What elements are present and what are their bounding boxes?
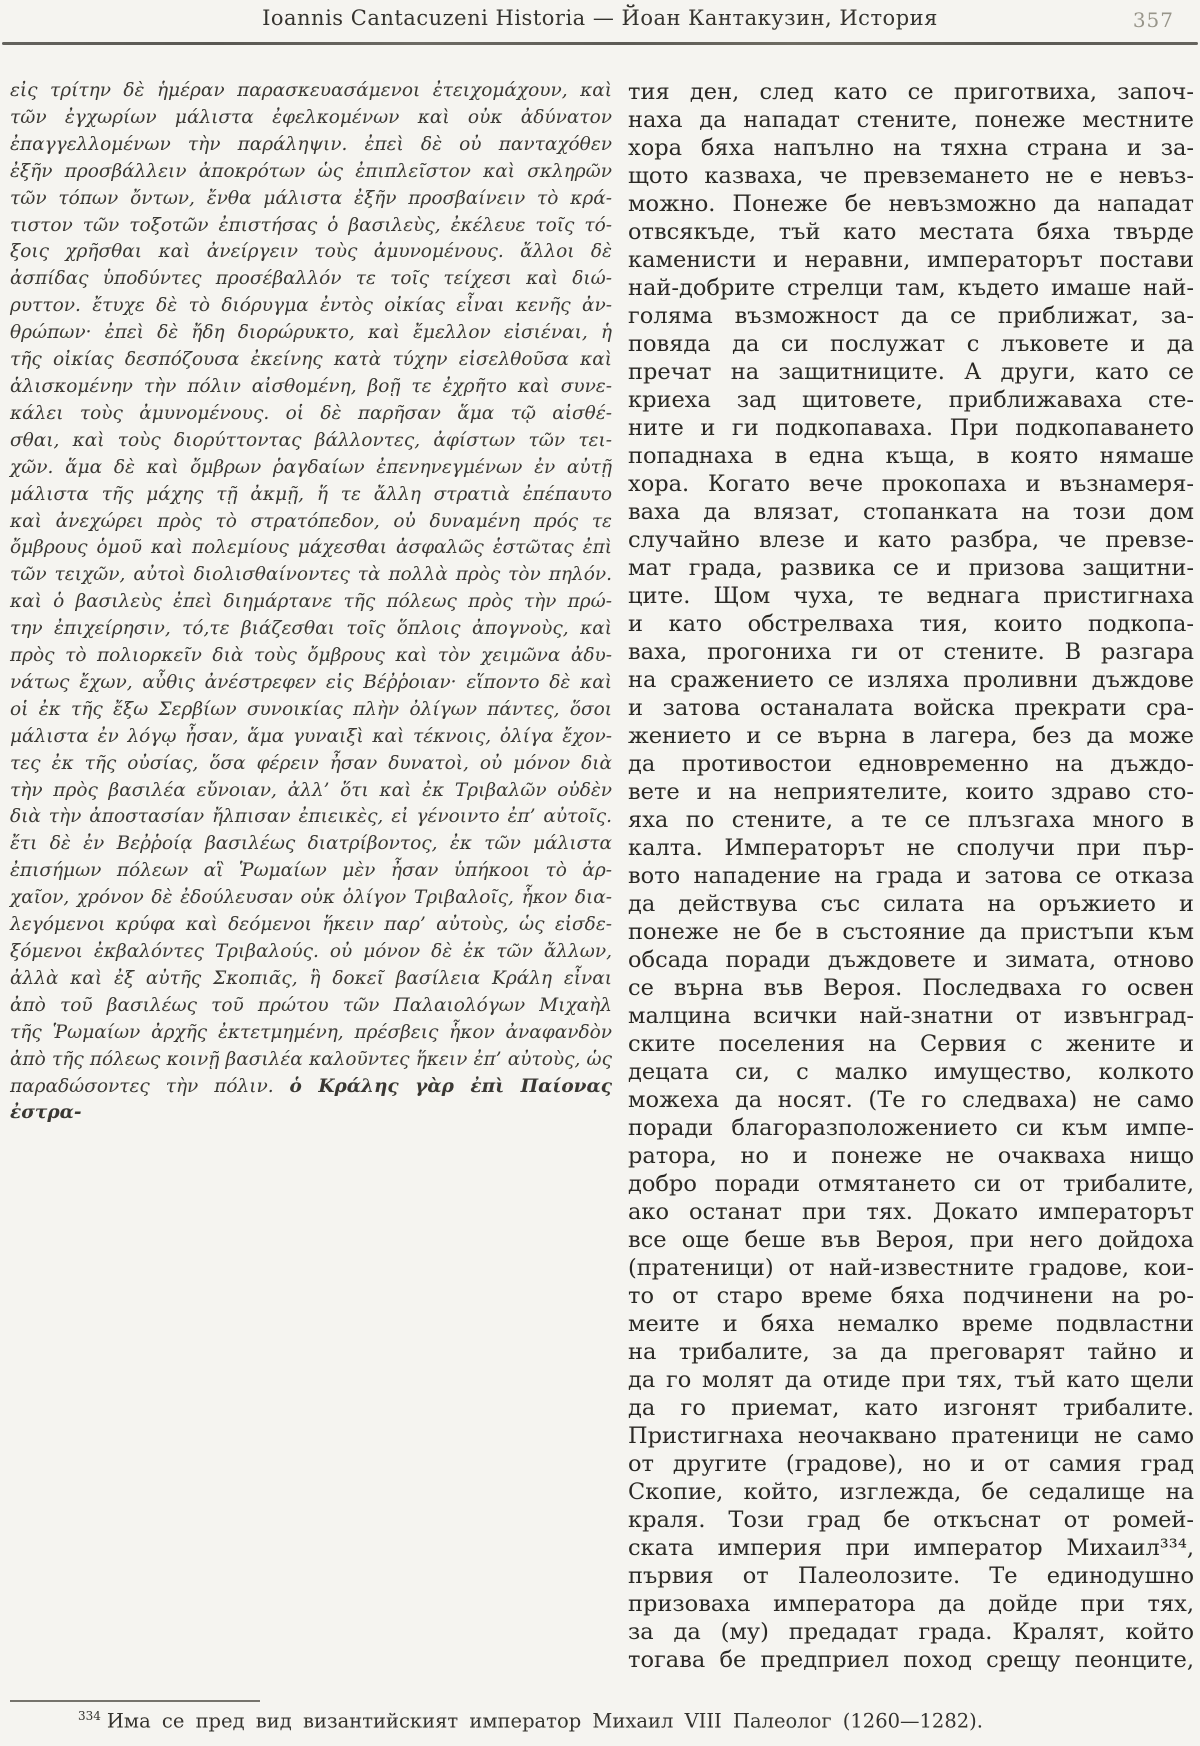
text-line: ἀλλὰ καὶ ἐξ αὐτῆς Σκοπιᾶς, ἣ δοκεῖ βασίλεια Κράλη εἶναι [10, 967, 612, 989]
greek-final-line-bold: ὁ Κράλης γὰρ ἐπὶ Παίονας ἐστρα- [10, 1075, 612, 1124]
two-column-text [0, 45, 1200, 1674]
text-line: се върна във Вероя. Последваха го освен [628, 975, 1194, 1001]
text-line: наха да нападат стените, понеже местните [628, 107, 1194, 133]
page-number: 357 [1132, 8, 1174, 32]
text-line: ските поселения на Сервия с жените и [628, 1031, 1194, 1057]
text-line: θρώπων· ἐπεὶ δὲ ἤδη διορώρυκτο, καὶ ἔμελλον εἰσιέναι, ἡ [10, 322, 612, 344]
footnote-text: Има се пред вид византийският император Михаил VIII Палеолог (1260—1282). [106, 1709, 983, 1733]
text-line: краля. Този град бе откъснат от ромей- [628, 1507, 1194, 1533]
text-line: на трибалите, за да преговарят тайно и [628, 1339, 1194, 1365]
text-line: призоваха императора да дойде при тях, [628, 1591, 1194, 1617]
text-line: τῶν τειχῶν, αὐτοὶ διολισθαίνοντες τὰ πολλὰ πρὸς τὸν πηλόν. [10, 564, 612, 586]
text-line: μάλιστα τῆς μάχης τῇ ἀκμῇ, ἥ τε ἄλλη στρατιὰ ἐπέπαυτο [10, 483, 612, 505]
text-line: понеже не бе в състояние да пристъпи към [628, 919, 1194, 945]
text-line: ἐπισήμων πόλεων αἳ Ῥωμαίων μὲν ἦσαν ὑπήκοοι τὸ ἀρ- [10, 860, 612, 882]
text-line: да действува със силата на оръжието и [628, 891, 1194, 917]
footnote-rule [10, 1700, 260, 1702]
text-line: можеха да носят. (Те го следваха) не само [628, 1087, 1194, 1113]
text-line: поради благоразположението си към импе- [628, 1115, 1194, 1141]
footnote-marker: 334 [78, 1709, 101, 1723]
text-line: ако останат при тях. Докато императорът [628, 1199, 1194, 1225]
page-header [0, 0, 1200, 40]
text-line: хора. Когато вече прокопаха и възнамеря- [628, 471, 1194, 497]
text-line: за да (му) предадат града. Кралят, който [628, 1619, 1194, 1645]
text-line: децата си, с малко имущество, колкото [628, 1059, 1194, 1085]
greek-column [10, 78, 612, 1674]
text-line: ξοις χρῆσθαι καὶ ἀνείργειν τοὺς ἀμυνομένους. ἄλλοι δὲ [10, 241, 612, 263]
text-line: ρυττον. ἔτυχε δὲ τὸ διόρυγμα ἐντὸς οἰκίας εἶναι κενῆς ἀν- [10, 295, 612, 317]
text-line: πρὸς τὸ πολιορκεῖν διὰ τοὺς ὄμβρους καὶ τὸν χειμῶνα ἀδυ- [10, 645, 612, 667]
text-line: жението и се върна в лагера, без да може [628, 723, 1194, 749]
text-line: ξόμενοι ἐκβαλόντες Τριβαλούς. οὐ μόνον δὲ ἐκ τῶν ἄλλων, [10, 941, 612, 962]
text-line: μάλιστα ἐν λόγῳ ἦσαν, ἅμα γυναιξὶ καὶ τέκνοις, ὀλίγα ἔχον- [10, 725, 612, 747]
text-line: калта. Императорът не сполучи при пър- [628, 835, 1194, 861]
text-line: криеха зад щитовете, приближаваха сте- [628, 387, 1194, 413]
text-line: ваха да влязат, стопанката на този дом [628, 499, 1194, 525]
text-line: τὴν πρὸς βασιλέα εὔνοιαν, ἀλλ’ ὅτι καὶ ἐκ Τριβαλῶν οὐδὲν [10, 779, 612, 801]
text-line: да го молят да отиде при тях, тъй като щели [628, 1367, 1194, 1393]
text-line: τῶν ἐγχωρίων μάλιστα ἐφελκομένων καὶ οὐκ ἀδύνατον [10, 106, 612, 128]
greek-final-line-plain: παραδώσοντες τὴν πόλιν. [10, 1075, 290, 1097]
text-line: Пристигнаха неочаквано пратеници не само [628, 1423, 1194, 1449]
text-line: νάτως ἔχων, αὖθις ἀνέστρεφεν εἰς Βέῤῥοιαν· εἵποντο δὲ καὶ [10, 671, 612, 693]
bulgarian-lines [628, 78, 1194, 1674]
text-line: на сражението се изляха проливни дъждове [628, 667, 1194, 693]
text-line: τῶν τόπων ὄντων, ἔνθα μάλιστα ἐξῆν προσβαίνειν τὸ κρά- [10, 187, 612, 209]
text-line: да го приемат, като изгонят трибалите. [628, 1395, 1194, 1421]
text-line: щото казваха, че превземането не е невъз- [628, 163, 1194, 189]
text-line: Скопие, който, изглежда, бе седалище на [628, 1479, 1194, 1505]
text-line: тия ден, след като се приготвиха, започ- [628, 79, 1194, 105]
text-line: χῶν. ἅμα δὲ καὶ ὄμβρων ῥαγδαίων ἐπενηνεγμένων ἐν αὐτῇ [10, 456, 612, 478]
page-footer [10, 1700, 1190, 1733]
text-line: вото нападение на града и затова се отказа [628, 863, 1194, 889]
text-line: ската империя при император Михаил³³⁴, [628, 1535, 1194, 1561]
text-line: попаднаха в една къща, в която нямаше [628, 443, 1194, 469]
text-line: случайно влезе и като разбра, че превзе- [628, 527, 1194, 553]
text-line: τῆς οἰκίας δεσπόζουσα ἐκείνης κατὰ τύχην εἰσελθοῦσα καὶ [10, 349, 612, 371]
text-line: ἐπαγγελλομένων τὴν παράληψιν. ἐπεὶ δὲ οὐ πανταχόθεν [10, 133, 612, 155]
text-line: от другите (градове), но и от самия град [628, 1451, 1194, 1477]
header-rule [2, 42, 1198, 45]
text-line: добро поради отмятането си от трибалите, [628, 1171, 1194, 1197]
text-line: εἰς τρίτην δὲ ἡμέραν παρασκευασάμενοι ἐτειχομάχουν, καὶ [10, 80, 612, 101]
text-line: ἐξῆν προσβάλλειν ἀποκρότων ὡς ἐπιπλεῖστον καὶ σκληρῶν [10, 160, 612, 182]
text-line: ὄμβρους ὁμοῦ καὶ πολεμίους μάχεσθαι ἀσφαλῶς ἑστῶτας ἐπὶ [10, 537, 612, 559]
text-line: да противостои едновременно на дъждо- [628, 751, 1194, 777]
greek-lines [10, 78, 612, 1074]
text-line: ците. Щом чуха, те веднага пристигнаха [628, 583, 1194, 609]
text-line: обсада поради дъждовете и зимата, отново [628, 947, 1194, 973]
text-line: голяма възможност да се приближат, за- [628, 303, 1194, 329]
text-line: отвсякъде, тъй като местата бяха твърде [628, 219, 1194, 245]
running-title: Ioannis Cantacuzeni Historia — Йоан Кантакузин, История [262, 6, 938, 30]
text-line: τῆς Ῥωμαίων ἀρχῆς ἐκτετμημένη, πρέσβεις ἧκον ἀναφανδὸν [10, 1021, 612, 1043]
text-line: σθαι, καὶ τοὺς διορύττοντας βάλλοντες, ἀφίστων τῶν τει- [10, 429, 612, 451]
text-line: яха по стените, а те се плъзгаха много в [628, 807, 1194, 833]
text-line: малцина всички най-знатни от извънград- [628, 1003, 1194, 1029]
text-line: първия от Палеолозите. Те единодушно [628, 1563, 1194, 1589]
text-line: καὶ ἀνεχώρει πρὸς τὸ στρατόπεδον, οὐ δυναμένη πρός τε [10, 510, 612, 532]
text-line: ἔτι δὲ ἐν Βεῤῥοίᾳ βασιλέως διατρίβοντος, ἐκ τῶν μάλιστα [10, 833, 612, 855]
text-line: (пратеници) от най-известните градове, кои- [628, 1255, 1194, 1281]
text-line: τιστον τῶν τοξοτῶν ἐπιστήσας ὁ βασιλεὺς, ἐκέλευε τοῖς τό- [10, 214, 612, 236]
text-line: ните и ги подкопаваха. При подкопаването [628, 415, 1194, 441]
text-line: τες ἐκ τῆς οὐσίας, ὅσα φέρειν ἦσαν δυνατοὶ, οὐ μόνον διὰ [10, 752, 612, 774]
text-line: ратора, но и понеже не очакваха нищо [628, 1143, 1194, 1169]
text-line: λεγόμενοι κρύφα καὶ δεόμενοι ἥκειν παρ’ αὐτοὺς, ὡς εἰσδε- [10, 914, 612, 936]
text-line: την ἐπιχείρησιν, τό,τε βιάζεσθαι τοῖς ὅπλοις ἀπογνοὺς, καὶ [10, 618, 612, 640]
text-line: διὰ τὴν ἀποστασίαν ἤλπισαν ἐπιεικὲς, εἰ γένοιντο ἐπ’ αὐτοῖς. [10, 806, 612, 828]
text-line: повяда да си послужат с лъковете и да [628, 331, 1194, 357]
text-line: ἀπὸ τοῦ βασιλέως τοῦ πρώτου τῶν Παλαιολόγων Μιχαὴλ [10, 994, 612, 1016]
text-line: κάλει τοὺς ἀμυνομένους. οἱ δὲ παρῆσαν ἅμα τῷ αἰσθέ- [10, 402, 612, 424]
text-line: ἀπὸ τῆς πόλεως κοινῇ βασιλέα καλοῦντες ἥκειν ἐπ’ αὐτοὺς, ὡς [10, 1048, 612, 1070]
text-line: то от старо време бяха подчинени на ро- [628, 1283, 1194, 1309]
text-line: каменисти и неравни, императорът постави [628, 247, 1194, 273]
text-line: καὶ ὁ βασιλεὺς ἐπεὶ διημάρτανε τῆς πόλεως πρὸς τὴν πρώ- [10, 591, 612, 613]
text-line: можно. Понеже бе невъзможно да нападат [628, 191, 1194, 217]
text-line: тогава бе предприел поход срещу пеонците, [628, 1647, 1194, 1673]
bulgarian-column [628, 78, 1194, 1674]
text-line: χαῖον, χρόνον δὲ ἐδούλευσαν οὐκ ὀλίγον Τριβαλοῖς, ἧκον δια- [10, 887, 612, 909]
text-line: мат града, развика се и призова защитни- [628, 555, 1194, 581]
text-line: и затова останалата войска прекрати сра- [628, 695, 1194, 721]
greek-final-line [10, 1074, 612, 1128]
text-line: най-добрите стрелци там, където имаше най- [628, 275, 1194, 301]
text-line: вете и на неприятелите, които здраво сто- [628, 779, 1194, 805]
text-line: пречат на защитниците. А други, като се [628, 359, 1194, 385]
text-line: οἱ ἐκ τῆς ἔξω Σερβίων συνοικίας πλὴν ὀλίγων πάντες, ὅσοι [10, 698, 612, 720]
text-line: ваха, прогониха ги от стените. В разгара [628, 639, 1194, 665]
text-line: и като обстрелваха тия, които подкопа- [628, 611, 1194, 637]
text-line: ἀσπίδας ὑποδύντες προσέβαλλόν τε τοῖς τείχεσι καὶ διώ- [10, 268, 612, 290]
text-line: меите и бяха немалко време подвластни [628, 1311, 1194, 1337]
text-line: все още беше във Вероя, при него дойдоха [628, 1227, 1194, 1253]
text-line: хора бяха напълно на тяхна страна и за- [628, 135, 1194, 161]
footnote [10, 1709, 1190, 1733]
text-line: ἁλισκομένην τὴν πόλιν αἰσθομένη, βοῇ τε ἐχρῆτο καὶ συνε- [10, 375, 612, 397]
